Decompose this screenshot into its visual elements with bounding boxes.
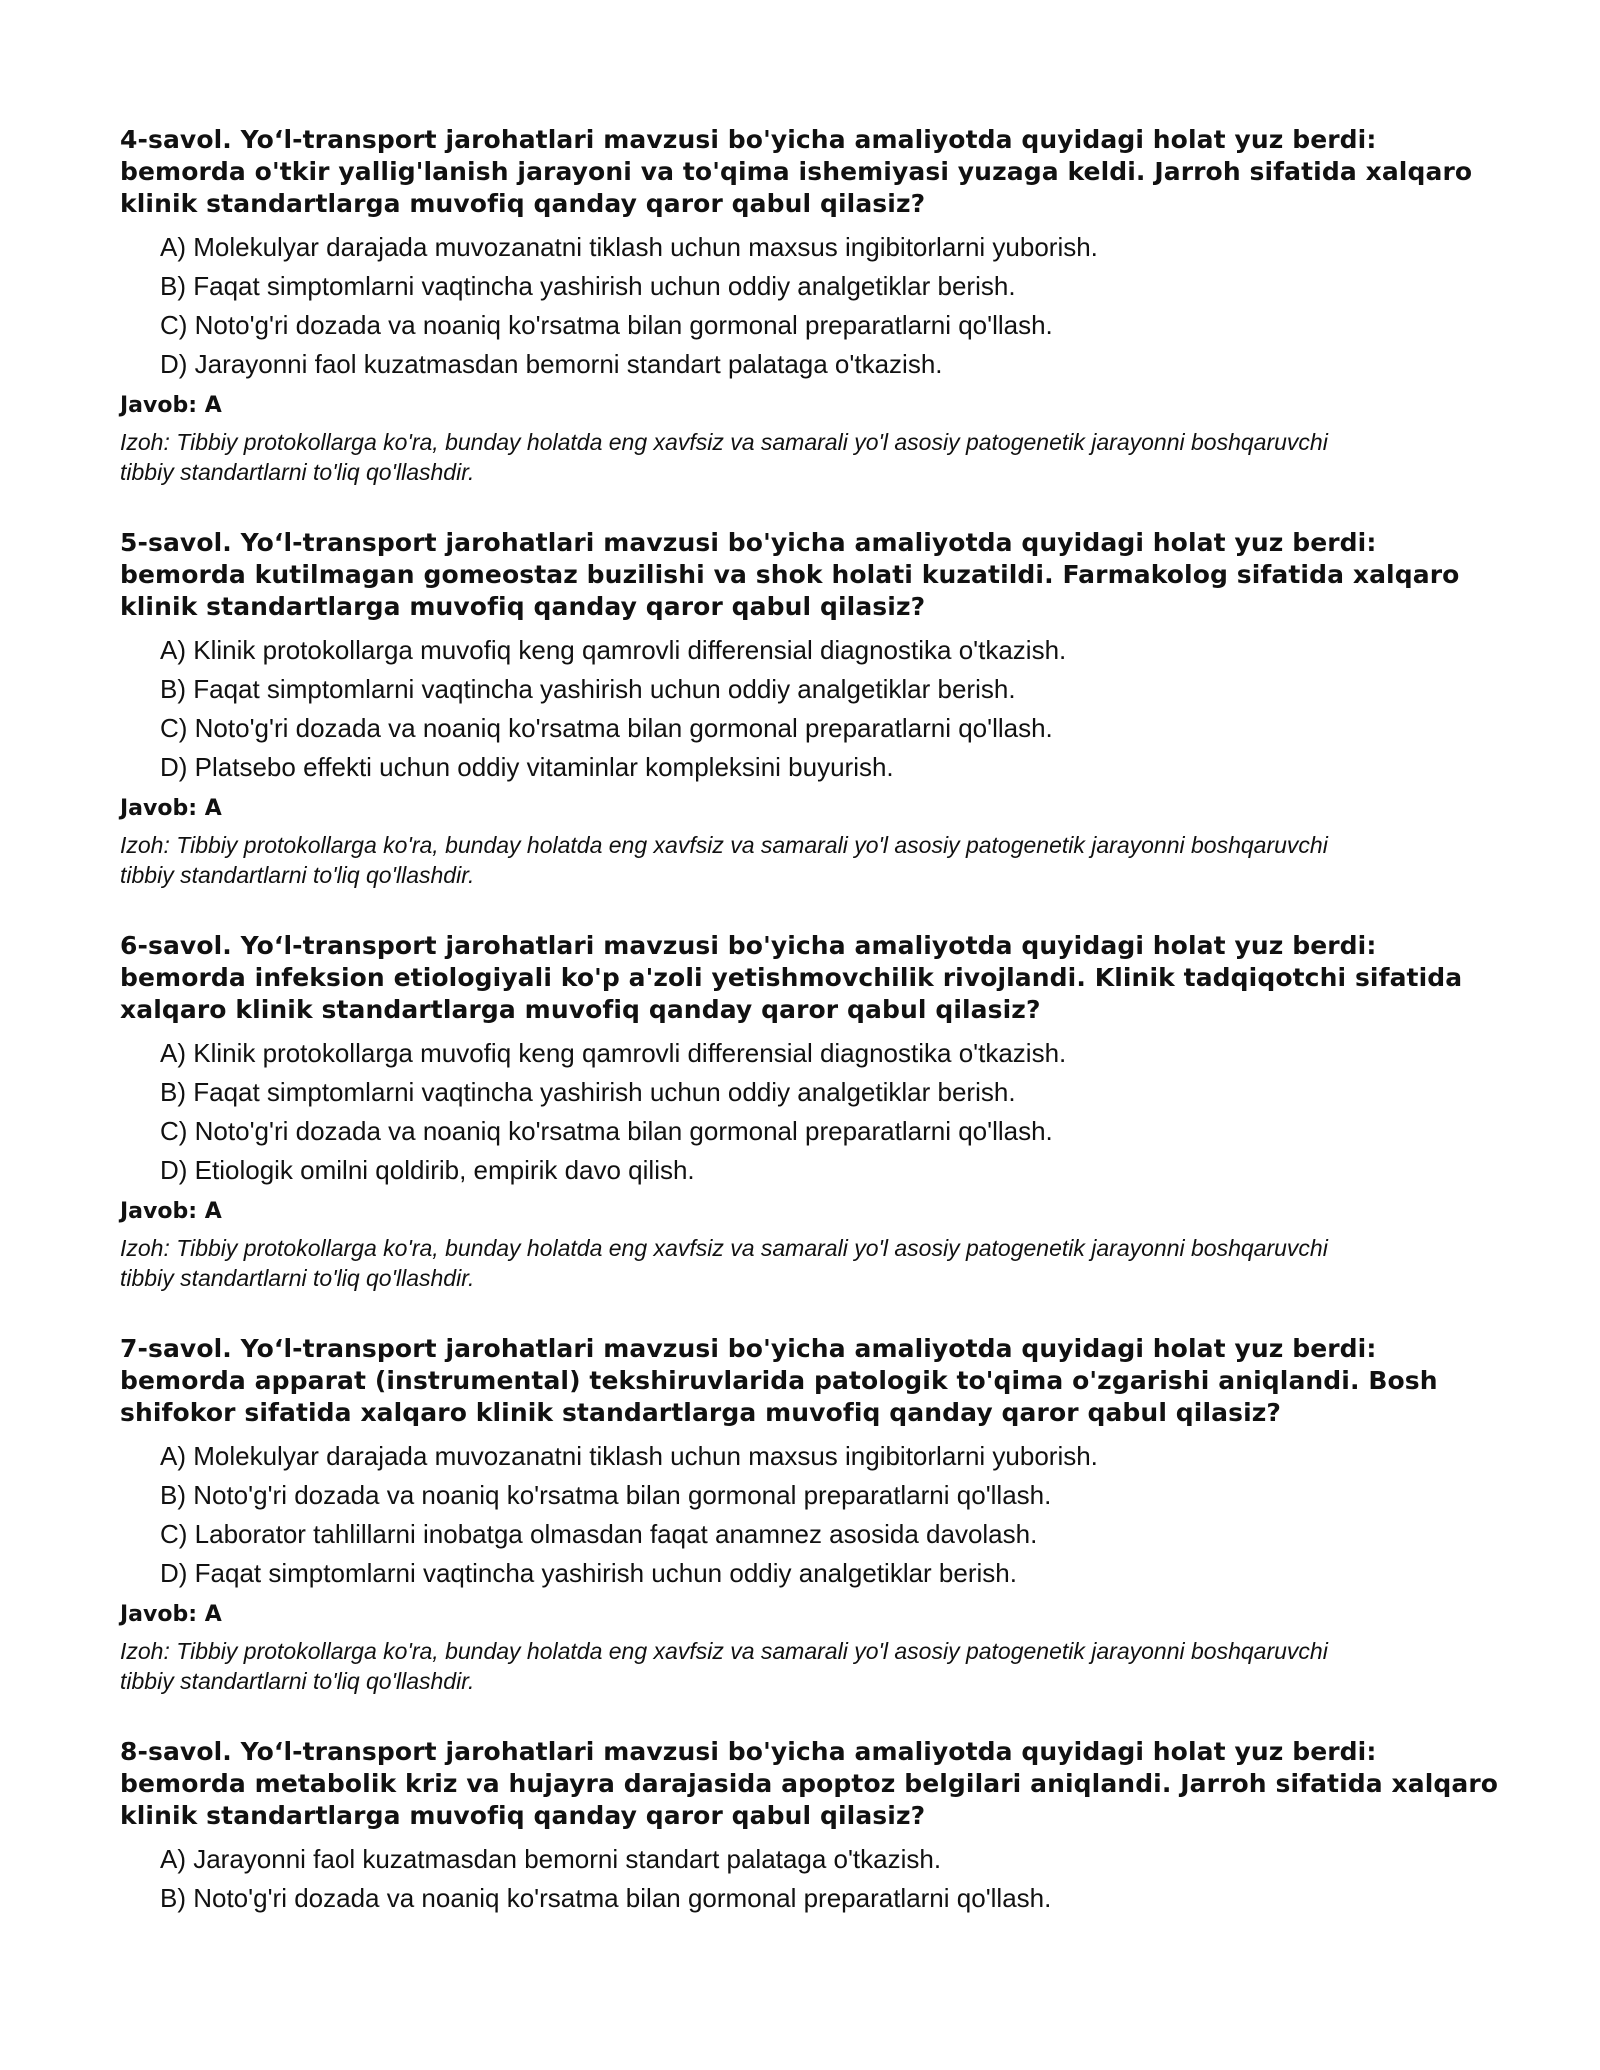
option-d: D) Etiologik omilni qoldirib, empirik davo qilish. xyxy=(160,1155,695,1185)
options-list xyxy=(120,1038,1500,1185)
option-d: D) Faqat simptomlarni vaqtincha yashirish uchun oddiy analgetiklar berish. xyxy=(160,1558,1017,1588)
explanation-note: Izoh: Tibbiy protokollarga ko'ra, bunday holatda eng xavfsiz va samarali yo'l asosiy patogenetik jarayonni boshqaruvchi tibbiy standartlarni to'liq qo'llashdir. xyxy=(120,429,1328,485)
question-title: 5-savol. Yo‘l-transport jarohatlari mavzusi bo'yicha amaliyotda quyidagi holat yuz berdi: bemorda kutilmagan gomeostaz buzilishi va shok holati kuzatildi. Farmakolog sifatida xalqaro klinik standartlarga muvofiq qanday qaror qabul qilasiz? xyxy=(120,528,1460,621)
question-7 xyxy=(120,1333,1500,1696)
explanation-note: Izoh: Tibbiy protokollarga ko'ra, bunday holatda eng xavfsiz va samarali yo'l asosiy patogenetik jarayonni boshqaruvchi tibbiy standartlarni to'liq qo'llashdir. xyxy=(120,1638,1328,1694)
option-c: C) Noto'g'ri dozada va noaniq ko'rsatma bilan gormonal preparatlarni qo'llash. xyxy=(160,713,1053,743)
option-c: C) Laborator tahlillarni inobatga olmasdan faqat anamnez asosida davolash. xyxy=(160,1519,1038,1549)
options-list xyxy=(120,1441,1500,1588)
option-a: A) Klinik protokollarga muvofiq keng qamrovli differensial diagnostika o'tkazish. xyxy=(160,635,1067,665)
question-6 xyxy=(120,930,1500,1293)
question-4 xyxy=(120,124,1500,487)
question-title: 4-savol. Yo‘l-transport jarohatlari mavzusi bo'yicha amaliyotda quyidagi holat yuz berdi: bemorda o'tkir yallig'lanish jarayoni va to'qima ishemiyasi yuzaga keldi. Jarroh sifatida xalqaro klinik standartlarga muvofiq qanday qaror qabul qilasiz? xyxy=(120,125,1473,218)
option-b: B) Faqat simptomlarni vaqtincha yashirish uchun oddiy analgetiklar berish. xyxy=(160,674,1016,704)
option-a: A) Molekulyar darajada muvozanatni tiklash uchun maxsus ingibitorlarni yuborish. xyxy=(160,1441,1098,1471)
option-b: B) Noto'g'ri dozada va noaniq ko'rsatma bilan gormonal preparatlarni qo'llash. xyxy=(160,1883,1052,1913)
answer-label: Javob: A xyxy=(120,1602,222,1627)
option-c: C) Noto'g'ri dozada va noaniq ko'rsatma bilan gormonal preparatlarni qo'llash. xyxy=(160,1116,1053,1146)
option-b: B) Faqat simptomlarni vaqtincha yashirish uchun oddiy analgetiklar berish. xyxy=(160,271,1016,301)
question-title: 8-savol. Yo‘l-transport jarohatlari mavzusi bo'yicha amaliyotda quyidagi holat yuz berdi: bemorda metabolik kriz va hujayra darajasida apoptoz belgilari aniqlandi. Jarroh sifatida xalqaro klinik standartlarga muvofiq qanday qaror qabul qilasiz? xyxy=(120,1737,1499,1830)
question-title: 6-savol. Yo‘l-transport jarohatlari mavzusi bo'yicha amaliyotda quyidagi holat yuz berdi: bemorda infeksion etiologiyali ko'p a'zoli yetishmovchilik rivojlandi. Klinik tadqiqotchi sifatida xalqaro klinik standartlarga muvofiq qanday qaror qabul qilasiz? xyxy=(120,931,1463,1024)
option-b: B) Noto'g'ri dozada va noaniq ko'rsatma bilan gormonal preparatlarni qo'llash. xyxy=(160,1480,1052,1510)
options-list xyxy=(120,635,1500,782)
question-5 xyxy=(120,527,1500,890)
option-a: A) Jarayonni faol kuzatmasdan bemorni standart palataga o'tkazish. xyxy=(160,1844,942,1874)
option-d: D) Platsebo effekti uchun oddiy vitaminlar kompleksini buyurish. xyxy=(160,752,894,782)
explanation-note: Izoh: Tibbiy protokollarga ko'ra, bunday holatda eng xavfsiz va samarali yo'l asosiy patogenetik jarayonni boshqaruvchi tibbiy standartlarni to'liq qo'llashdir. xyxy=(120,1235,1328,1291)
question-title: 7-savol. Yo‘l-transport jarohatlari mavzusi bo'yicha amaliyotda quyidagi holat yuz berdi: bemorda apparat (instrumental) tekshiruvlarida patologik to'qima o'zgarishi aniqlandi. Bosh shifokor sifatida xalqaro klinik standartlarga muvofiq qanday qaror qabul qilasiz? xyxy=(120,1334,1438,1427)
answer-label: Javob: A xyxy=(120,1199,222,1224)
options-list xyxy=(120,1844,1500,1913)
option-c: C) Noto'g'ri dozada va noaniq ko'rsatma bilan gormonal preparatlarni qo'llash. xyxy=(160,310,1053,340)
option-a: A) Molekulyar darajada muvozanatni tiklash uchun maxsus ingibitorlarni yuborish. xyxy=(160,232,1098,262)
option-d: D) Jarayonni faol kuzatmasdan bemorni standart palataga o'tkazish. xyxy=(160,349,943,379)
option-b: B) Faqat simptomlarni vaqtincha yashirish uchun oddiy analgetiklar berish. xyxy=(160,1077,1016,1107)
answer-label: Javob: A xyxy=(120,796,222,821)
answer-label: Javob: A xyxy=(120,393,222,418)
explanation-note: Izoh: Tibbiy protokollarga ko'ra, bunday holatda eng xavfsiz va samarali yo'l asosiy patogenetik jarayonni boshqaruvchi tibbiy standartlarni to'liq qo'llashdir. xyxy=(120,832,1328,888)
document-page xyxy=(120,124,1500,1953)
option-a: A) Klinik protokollarga muvofiq keng qamrovli differensial diagnostika o'tkazish. xyxy=(160,1038,1067,1068)
question-8 xyxy=(120,1736,1500,1913)
options-list xyxy=(120,232,1500,379)
